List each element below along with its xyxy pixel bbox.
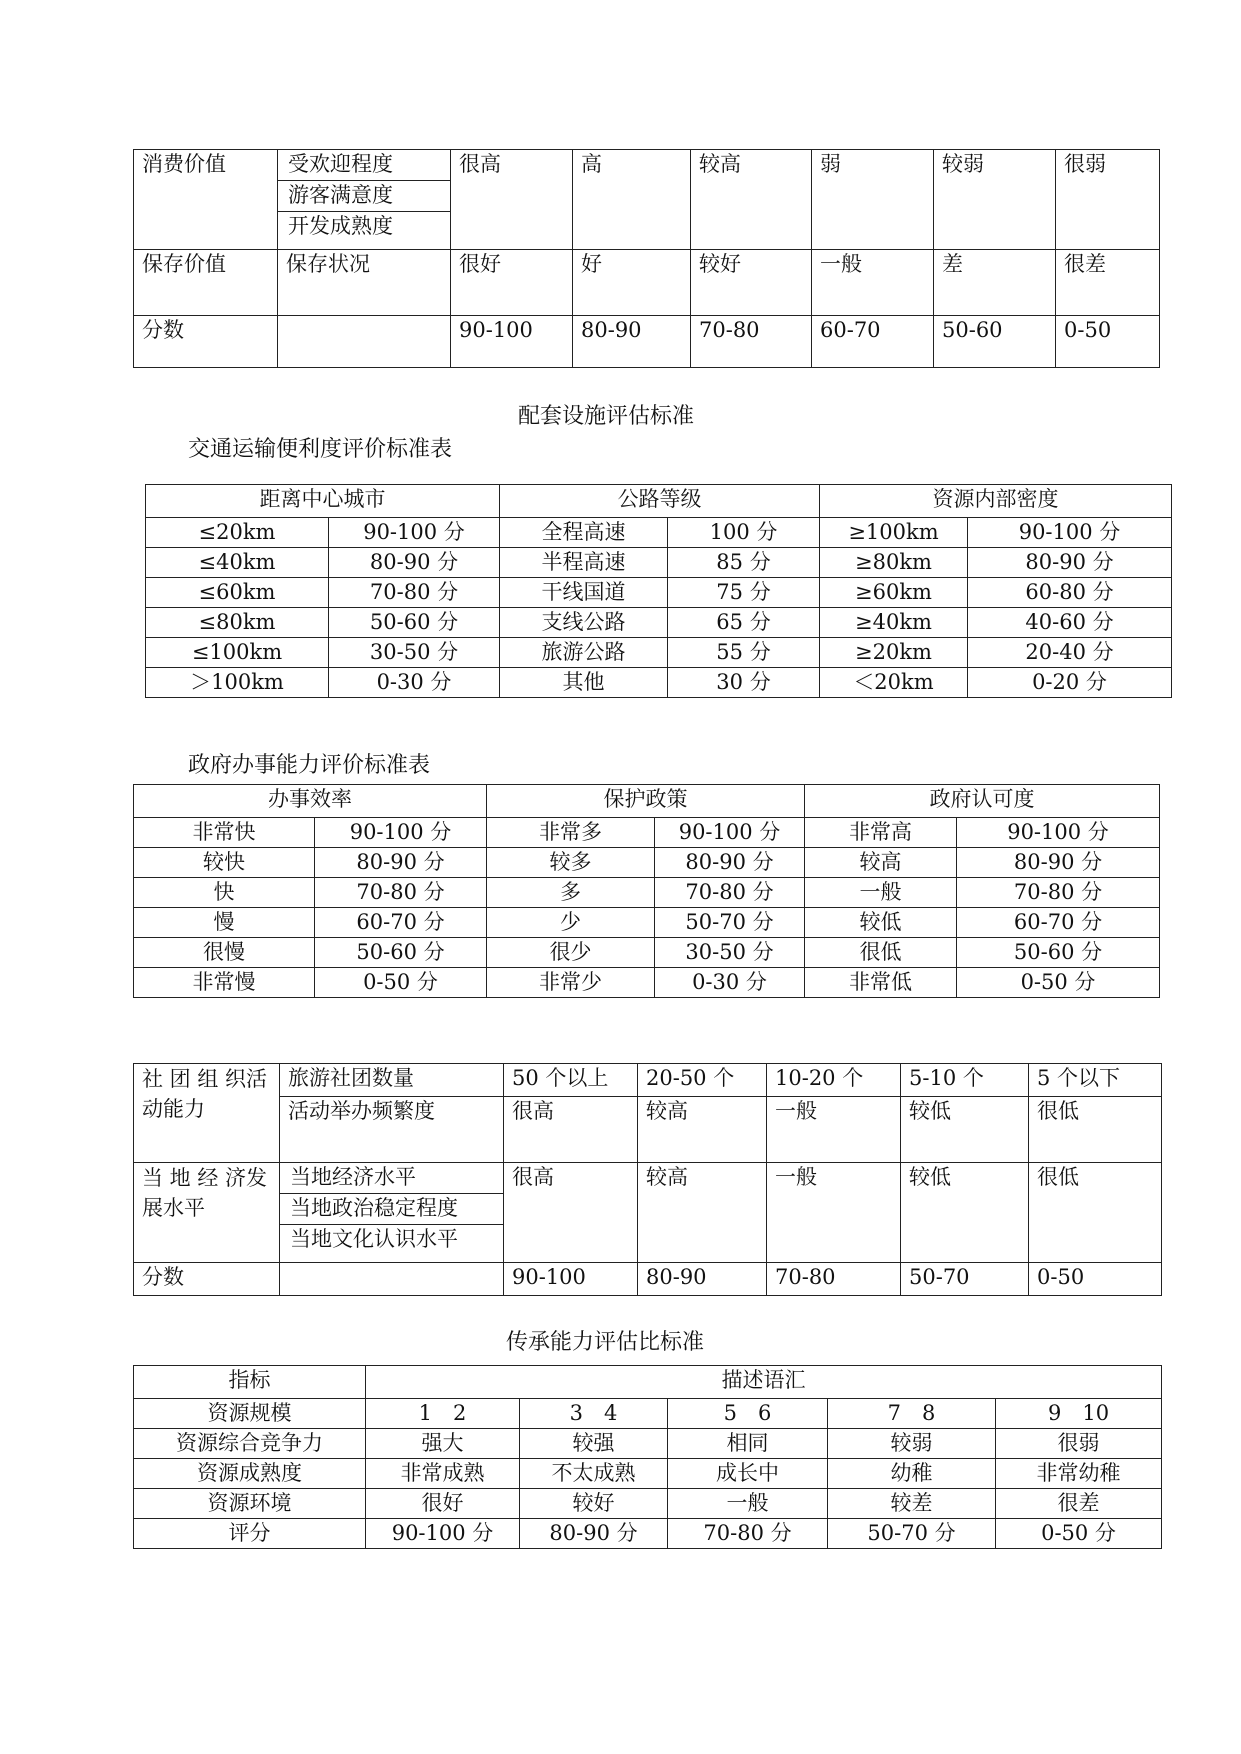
cell: 50-60 分 <box>315 938 487 968</box>
cell: 90-100 <box>504 1263 638 1296</box>
cell: 50-60 <box>934 316 1056 368</box>
cell: 60-70 <box>812 316 934 368</box>
sub-item: 当地经济水平 <box>280 1163 503 1194</box>
cell: 5 6 <box>668 1399 828 1429</box>
row-label: ≤20km <box>146 518 329 548</box>
row-label: 社 团 组 织活动能力 <box>134 1064 280 1163</box>
cell: 半程高速 <box>500 548 668 578</box>
cell: 65 分 <box>668 608 820 638</box>
cell: 很低 <box>1029 1097 1162 1163</box>
row-label: ＞100km <box>146 668 329 698</box>
table-row <box>134 818 1160 848</box>
cell: 0-50 <box>1056 316 1160 368</box>
cell: 80-90 <box>638 1263 767 1296</box>
cell: 较高 <box>638 1163 767 1263</box>
cell: 90-100 分 <box>329 518 500 548</box>
cell: 幼稚 <box>828 1459 996 1489</box>
cell: 70-80 <box>691 316 812 368</box>
cell: 一般 <box>767 1163 901 1263</box>
cell: 较差 <box>828 1489 996 1519</box>
empty-cell <box>280 1263 504 1296</box>
inheritance-table <box>133 1365 1162 1549</box>
cell: 7 8 <box>828 1399 996 1429</box>
cell: 50-70 <box>901 1263 1029 1296</box>
cell: 较好 <box>520 1489 668 1519</box>
cell: 0-30 分 <box>329 668 500 698</box>
cell: 0-20 分 <box>968 668 1172 698</box>
cell: 60-70 分 <box>315 908 487 938</box>
cell: 0-30 分 <box>655 968 805 998</box>
cell: 较高 <box>805 848 957 878</box>
cell: 一般 <box>805 878 957 908</box>
table-row <box>134 938 1160 968</box>
community-table <box>133 1063 1162 1296</box>
table-row <box>146 638 1172 668</box>
cell: ≥40km <box>820 608 968 638</box>
cell: 85 分 <box>668 548 820 578</box>
cell: 80-90 分 <box>957 848 1160 878</box>
cell: 0-50 分 <box>315 968 487 998</box>
cell: 支线公路 <box>500 608 668 638</box>
cell: 5-10 个 <box>901 1064 1029 1097</box>
cell: 5 个以下 <box>1029 1064 1162 1097</box>
cell: 较好 <box>691 250 812 316</box>
cell: 9 10 <box>996 1399 1162 1429</box>
table-row <box>134 878 1160 908</box>
cell: 0-50 分 <box>957 968 1160 998</box>
value-table <box>133 149 1160 368</box>
column-header: 公路等级 <box>500 485 820 518</box>
row-label: ≤40km <box>146 548 329 578</box>
cell: 80-90 分 <box>968 548 1172 578</box>
row-label: 资源环境 <box>134 1489 366 1519</box>
column-header: 资源内部密度 <box>820 485 1172 518</box>
cell: 70-80 分 <box>329 578 500 608</box>
cell: 50-70 分 <box>655 908 805 938</box>
section-title: 配套设施评估标准 <box>518 404 695 429</box>
cell: 较弱 <box>828 1429 996 1459</box>
row-label: 慢 <box>134 908 315 938</box>
table-row <box>146 548 1172 578</box>
cell: 差 <box>934 250 1056 316</box>
cell: 80-90 分 <box>329 548 500 578</box>
cell: 90-100 <box>451 316 573 368</box>
row-label: 消费价值 <box>134 150 278 250</box>
sub-item: 活动举办频繁度 <box>280 1097 504 1163</box>
cell: 很高 <box>504 1097 638 1163</box>
cell: 高 <box>573 150 691 250</box>
cell: 30-50 分 <box>655 938 805 968</box>
cell: 50-70 分 <box>828 1519 996 1549</box>
cell: 不太成熟 <box>520 1459 668 1489</box>
row-label: ≤60km <box>146 578 329 608</box>
cell: 多 <box>487 878 655 908</box>
cell: 10-20 个 <box>767 1064 901 1097</box>
cell: 0-50 分 <box>996 1519 1162 1549</box>
cell: 3 4 <box>520 1399 668 1429</box>
cell: 强大 <box>366 1429 520 1459</box>
cell: 20-50 个 <box>638 1064 767 1097</box>
cell: 90-100 分 <box>315 818 487 848</box>
cell: 20-40 分 <box>968 638 1172 668</box>
cell: 50-60 分 <box>957 938 1160 968</box>
row-label: 快 <box>134 878 315 908</box>
cell: 40-60 分 <box>968 608 1172 638</box>
row-label: 保存价值 <box>134 250 278 316</box>
cell: 50-60 分 <box>329 608 500 638</box>
column-header: 政府认可度 <box>805 785 1160 818</box>
table-title: 交通运输便利度评价标准表 <box>188 437 453 462</box>
table-row <box>134 1429 1162 1459</box>
row-label: 资源规模 <box>134 1399 366 1429</box>
row-label: ≤100km <box>146 638 329 668</box>
table-row <box>134 1489 1162 1519</box>
transport-table <box>145 484 1172 698</box>
cell: 60-70 分 <box>957 908 1160 938</box>
row-label: 非常慢 <box>134 968 315 998</box>
table-row <box>134 1459 1162 1489</box>
cell: 较强 <box>520 1429 668 1459</box>
sub-item: 保存状况 <box>278 250 451 316</box>
cell: 非常成熟 <box>366 1459 520 1489</box>
cell: 90-100 分 <box>366 1519 520 1549</box>
cell: 70-80 <box>767 1263 901 1296</box>
cell: 30-50 分 <box>329 638 500 668</box>
cell: 很少 <box>487 938 655 968</box>
cell: 70-80 分 <box>957 878 1160 908</box>
cell: 一般 <box>767 1097 901 1163</box>
cell: 全程高速 <box>500 518 668 548</box>
column-header: 保护政策 <box>487 785 805 818</box>
sub-item: 当地文化认识水平 <box>290 1227 458 1251</box>
sub-item: 当地政治稳定程度 <box>280 1194 503 1225</box>
cell: 较低 <box>901 1163 1029 1263</box>
cell: 80-90 <box>573 316 691 368</box>
row-label: 资源综合竞争力 <box>134 1429 366 1459</box>
cell: 很好 <box>451 250 573 316</box>
cell: 旅游公路 <box>500 638 668 668</box>
row-label: 分数 <box>134 1263 280 1296</box>
table-row <box>134 1399 1162 1429</box>
cell: 50 个以上 <box>504 1064 638 1097</box>
column-header: 办事效率 <box>134 785 487 818</box>
row-label: 当 地 经 济发展水平 <box>134 1163 280 1263</box>
empty-cell <box>278 316 451 368</box>
column-header: 距离中心城市 <box>146 485 500 518</box>
cell: 较高 <box>691 150 812 250</box>
cell: 很弱 <box>996 1429 1162 1459</box>
cell: 100 分 <box>668 518 820 548</box>
cell: 80-90 分 <box>655 848 805 878</box>
cell: 75 分 <box>668 578 820 608</box>
cell: 少 <box>487 908 655 938</box>
cell: 一般 <box>812 250 934 316</box>
cell: 很低 <box>805 938 957 968</box>
cell: 90-100 分 <box>655 818 805 848</box>
cell: ≥100km <box>820 518 968 548</box>
cell: 80-90 分 <box>315 848 487 878</box>
cell: ≥20km <box>820 638 968 668</box>
cell: 非常高 <box>805 818 957 848</box>
cell: 较弱 <box>934 150 1056 250</box>
cell: 非常幼稚 <box>996 1459 1162 1489</box>
cell: 一般 <box>668 1489 828 1519</box>
cell: ≥60km <box>820 578 968 608</box>
cell: 70-80 分 <box>668 1519 828 1549</box>
cell: 很高 <box>451 150 573 250</box>
cell: 很低 <box>1029 1163 1162 1263</box>
cell: 60-80 分 <box>968 578 1172 608</box>
row-label: 评分 <box>134 1519 366 1549</box>
cell: 非常低 <box>805 968 957 998</box>
cell: 1 2 <box>366 1399 520 1429</box>
cell: 非常少 <box>487 968 655 998</box>
cell: 80-90 分 <box>520 1519 668 1549</box>
sub-item: 受欢迎程度 <box>278 150 450 181</box>
cell: 90-100 分 <box>957 818 1160 848</box>
government-table <box>133 784 1160 998</box>
table-row <box>134 908 1160 938</box>
table-row <box>134 1519 1162 1549</box>
cell: 非常多 <box>487 818 655 848</box>
row-label: 较快 <box>134 848 315 878</box>
cell: 很好 <box>366 1489 520 1519</box>
column-header: 描述语汇 <box>366 1366 1162 1399</box>
sub-item: 开发成熟度 <box>288 214 393 238</box>
cell: 较低 <box>901 1097 1029 1163</box>
table-row <box>134 968 1160 998</box>
table-row <box>146 608 1172 638</box>
column-header: 指标 <box>134 1366 366 1399</box>
table-title: 政府办事能力评价标准表 <box>188 753 431 778</box>
cell: 很弱 <box>1056 150 1160 250</box>
cell: 30 分 <box>668 668 820 698</box>
cell: 较低 <box>805 908 957 938</box>
table-row <box>146 668 1172 698</box>
table-row <box>146 518 1172 548</box>
cell: 很差 <box>996 1489 1162 1519</box>
cell: 70-80 分 <box>655 878 805 908</box>
cell: 弱 <box>812 150 934 250</box>
cell: 相同 <box>668 1429 828 1459</box>
cell: 干线国道 <box>500 578 668 608</box>
row-label: 非常快 <box>134 818 315 848</box>
sub-item: 游客满意度 <box>278 181 450 212</box>
cell: 90-100 分 <box>968 518 1172 548</box>
cell: 好 <box>573 250 691 316</box>
sub-item: 旅游社团数量 <box>280 1064 504 1097</box>
row-label: 很慢 <box>134 938 315 968</box>
cell: 55 分 <box>668 638 820 668</box>
cell: 70-80 分 <box>315 878 487 908</box>
row-label: ≤80km <box>146 608 329 638</box>
table-row <box>146 578 1172 608</box>
cell: 成长中 <box>668 1459 828 1489</box>
cell: 较高 <box>638 1097 767 1163</box>
row-label: 分数 <box>134 316 278 368</box>
section-title: 传承能力评估比标准 <box>506 1330 705 1355</box>
table-row <box>134 848 1160 878</box>
cell: 其他 <box>500 668 668 698</box>
cell: 很高 <box>504 1163 638 1263</box>
cell: ＜20km <box>820 668 968 698</box>
cell: ≥80km <box>820 548 968 578</box>
cell: 很差 <box>1056 250 1160 316</box>
row-label: 资源成熟度 <box>134 1459 366 1489</box>
cell: 较多 <box>487 848 655 878</box>
cell: 0-50 <box>1029 1263 1162 1296</box>
